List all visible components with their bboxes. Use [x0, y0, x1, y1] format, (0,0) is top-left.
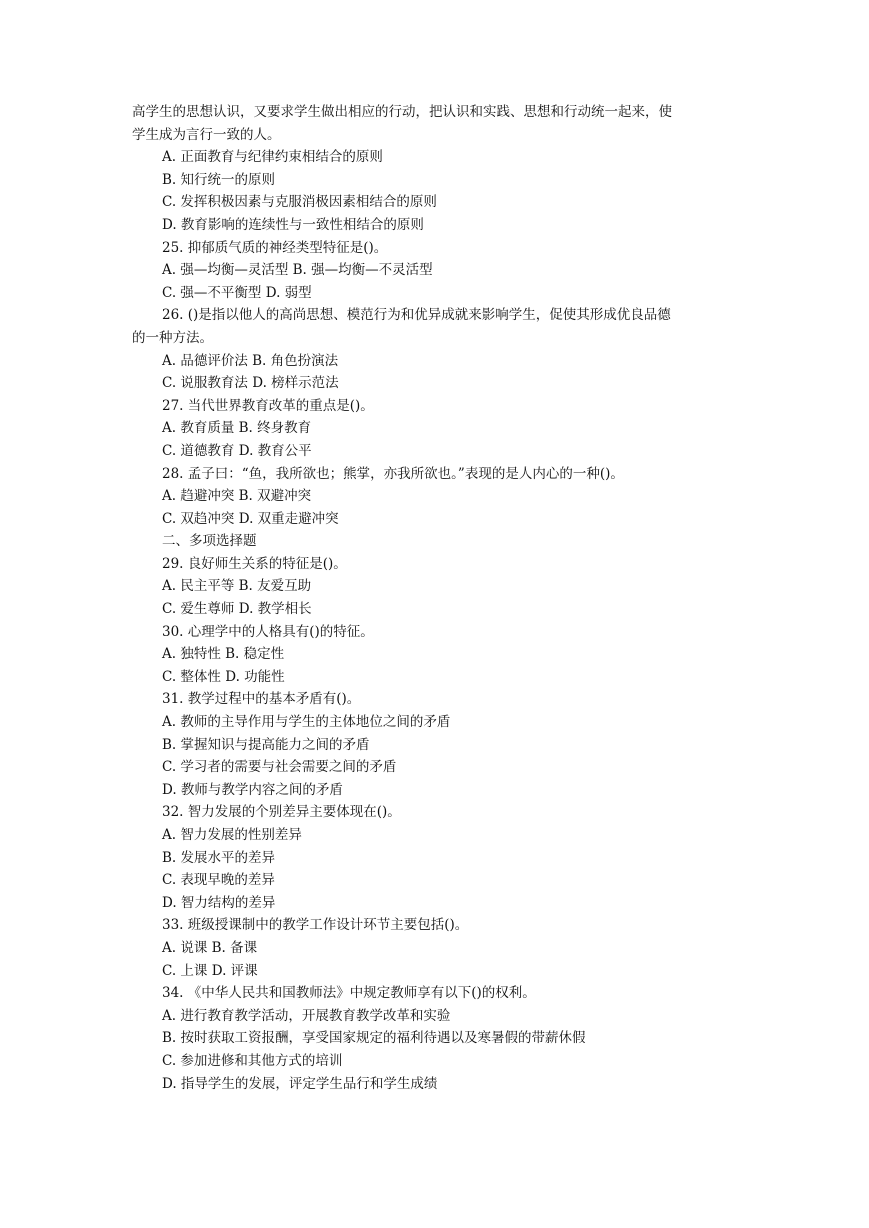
option-c: C. 表现早晚的差异 — [162, 872, 275, 889]
option-d: D. 教师与教学内容之间的矛盾 — [162, 781, 343, 798]
options-ab: A. 趋避冲突 B. 双避冲突 — [162, 488, 312, 505]
section-heading: 二、多项选择题 — [162, 533, 257, 550]
options-ab: A. 独特性 B. 稳定性 — [162, 646, 285, 663]
option-d: D. 教育影响的连续性与一致性相结合的原则 — [162, 216, 424, 233]
option-a: A. 进行教育教学活动，开展教育教学改革和实验 — [162, 1007, 451, 1024]
options-ab: A. 教育质量 B. 终身教育 — [162, 420, 312, 437]
option-a: A. 教师的主导作用与学生的主体地位之间的矛盾 — [162, 714, 451, 731]
question-26-continuation: 的一种方法。 — [132, 329, 213, 346]
option-b: B. 发展水平的差异 — [162, 849, 276, 866]
option-a: A. 智力发展的性别差异 — [162, 827, 302, 843]
options-ab: A. 强—均衡—灵活型 B. 强—均衡—不灵活型 — [162, 262, 433, 279]
document-page — [132, 101, 732, 1095]
option-a: A. 正面教育与纪律约束相结合的原则 — [162, 149, 383, 166]
question-33: 33. 班级授课制中的教学工作设计环节主要包括()。 — [162, 917, 469, 934]
options-cd: C. 说服教育法 D. 榜样示范法 — [162, 375, 339, 392]
options-ab: A. 民主平等 B. 友爱互助 — [162, 578, 312, 595]
option-c: C. 学习者的需要与社会需要之间的矛盾 — [162, 759, 397, 776]
option-d: D. 指导学生的发展，评定学生品行和学生成绩 — [162, 1075, 438, 1092]
options-cd: C. 上课 D. 评课 — [162, 962, 258, 979]
question-28: 28. 孟子曰：“鱼，我所欲也；熊掌，亦我所欲也。”表现的是人内心的一种()。 — [162, 465, 624, 482]
options-cd: C. 强—不平衡型 D. 弱型 — [162, 284, 312, 301]
paragraph-continuation: 学生成为言行一致的人。 — [132, 126, 281, 143]
question-34: 34. 《中华人民共和国教师法》中规定教师享有以下()的权利。 — [162, 985, 536, 1002]
option-c: C. 参加进修和其他方式的培训 — [162, 1052, 343, 1069]
option-b: B. 掌握知识与提高能力之间的矛盾 — [162, 736, 370, 753]
question-29: 29. 良好师生关系的特征是()。 — [162, 555, 347, 572]
question-27: 27. 当代世界教育改革的重点是()。 — [162, 397, 374, 414]
question-30: 30. 心理学中的人格具有()的特征。 — [162, 623, 374, 640]
options-ab: A. 品德评价法 B. 角色扮演法 — [162, 352, 339, 369]
question-26: 26. ()是指以他人的高尚思想、模范行为和优异成就来影响学生，促使其形成优良品德 — [162, 307, 671, 324]
question-31: 31. 教学过程中的基本矛盾有()。 — [162, 691, 361, 708]
option-d: D. 智力结构的差异 — [162, 894, 276, 911]
question-25: 25. 抑郁质气质的神经类型特征是()。 — [162, 239, 388, 256]
options-ab: A. 说课 B. 备课 — [162, 939, 258, 956]
option-b: B. 知行统一的原则 — [162, 171, 276, 188]
options-cd: C. 道德教育 D. 教育公平 — [162, 442, 312, 459]
options-cd: C. 整体性 D. 功能性 — [162, 668, 285, 685]
options-cd: C. 爱生尊师 D. 教学相长 — [162, 601, 312, 618]
option-c: C. 发挥积极因素与克服消极因素相结合的原则 — [162, 194, 437, 211]
options-cd: C. 双趋冲突 D. 双重走避冲突 — [162, 510, 339, 527]
paragraph-continuation: 高学生的思想认识，又要求学生做出相应的行动，把认识和实践、思想和行动统一起来，使 — [132, 104, 672, 120]
question-32: 32. 智力发展的个别差异主要体现在()。 — [162, 804, 401, 821]
option-b: B. 按时获取工资报酬，享受国家规定的福利待遇以及寒暑假的带薪休假 — [162, 1030, 586, 1047]
